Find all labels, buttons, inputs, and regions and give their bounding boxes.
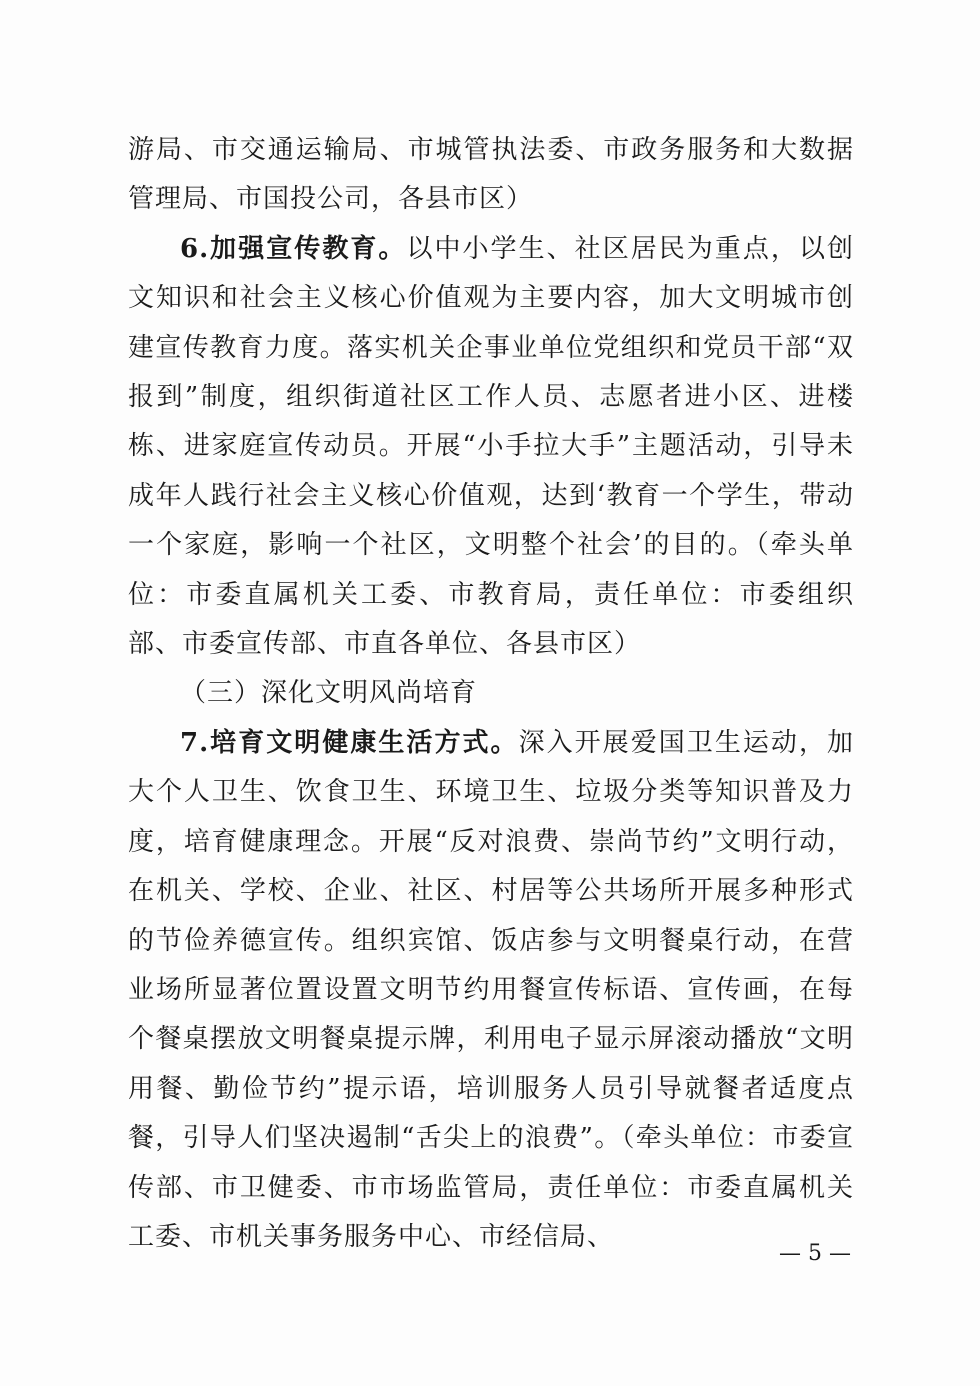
item-6-body: 以中小学生、社区居民为重点，以创文知识和社会主义核心价值观为主要内容，加大文明城市创建宣传教育力度。落实机关企事业单位党组织和党员干部“双报到”制度，组织街道社区工作人员、志愿者进小区、进楼栋、进家庭宣传动员。开展“小手拉大手”主题活动，引导未成年人践行社会主义核心价值观，达到‘教育一个学生，带动一个家庭，影响一个社区，文明整个社会’的目的。（牵头单位：市委直属机关工委、市教育局，责任单位：市委组织部、市委宣传部、市直各单位、各县市区） — [128, 233, 854, 660]
item-7-body: 深入开展爱国卫生运动，加大个人卫生、饮食卫生、环境卫生、垃圾分类等知识普及力度，培育健康理念。开展“反对浪费、崇尚节约”文明行动，在机关、学校、企业、社区、村居等公共场所开展多种形式的节俭养德宣传。组织宾馆、饭店参与文明餐桌行动，在营业场所显著位置设置文明节约用餐宣传标语、宣传画，在每个餐桌摆放文明餐桌提示牌，利用电子显示屏滚动播放“文明用餐、勤俭节约”提示语，培训服务人员引导就餐者适度点餐，引导人们坚决遏制“舌尖上的浪费”。（牵头单位：市委宣传部、市卫健委、市市场监管局，责任单位：市委直属机关工委、市机关事务服务中心、市经信局、 — [128, 727, 854, 1252]
item-7-heading: 7.培育文明健康生活方式。 — [180, 727, 519, 758]
paragraph-continuation: 游局、市交通运输局、市城管执法委、市政务服务和大数据管理局、市国投公司，各县市区） — [128, 135, 854, 215]
item-6-paragraph — [128, 225, 854, 670]
item-6-heading: 6.加强宣传教育。 — [180, 233, 407, 264]
item-7-paragraph — [128, 719, 854, 1262]
section-3-heading: （三）深化文明风尚培育 — [180, 678, 478, 709]
page-number: — 5 — — [779, 1241, 851, 1266]
document-body — [128, 126, 854, 1262]
